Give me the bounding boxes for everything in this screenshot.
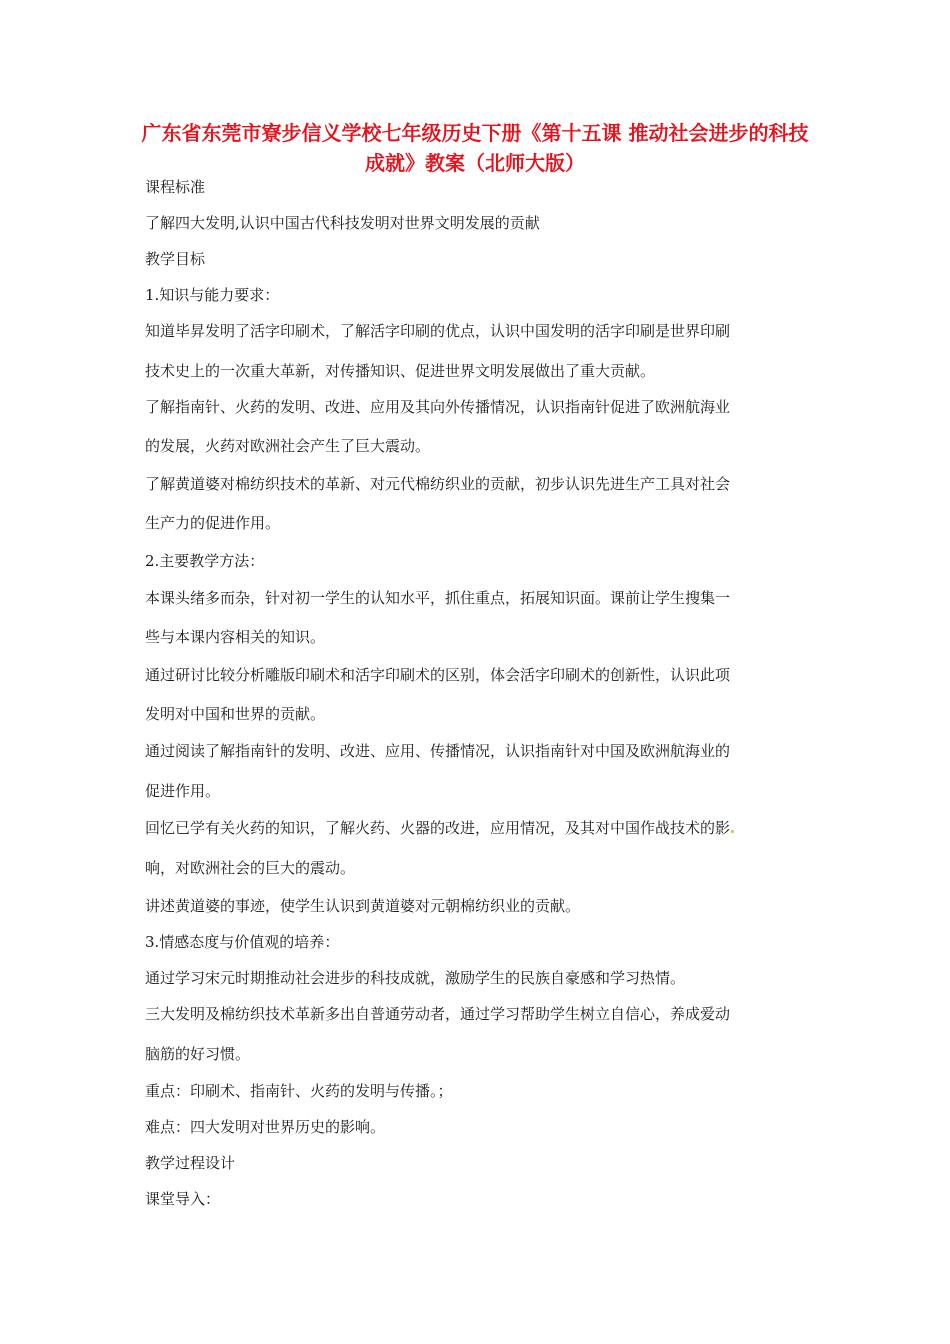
text-line: 三大发明及棉纺织技术革新多出自普通劳动者，通过学习帮助学生树立自信心，养成爱动 <box>145 1005 731 1023</box>
text-line: 课堂导入： <box>145 1190 221 1208</box>
document-title: 广东省东莞市寮步信义学校七年级历史下册《第十五课 推动社会进步的科技成就》教案（北师大版） <box>141 121 809 175</box>
highlight-mark <box>731 830 734 833</box>
text-line: 教学目标 <box>145 250 206 268</box>
text-line: 教学过程设计 <box>145 1154 236 1172</box>
text-line: 难点：四大发明对世界历史的影响。 <box>145 1118 386 1136</box>
text-line: 了解四大发明,认识中国古代科技发明对世界文明发展的贡献 <box>145 214 540 232</box>
text-line: 了解黄道婆对棉纺织技术的革新、对元代棉纺织业的贡献，初步认识先进生产工具对社会 <box>145 475 731 493</box>
text-line: 2.主要教学方法： <box>145 552 265 570</box>
text-line: 通过阅读了解指南针的发明、改进、应用、传播情况，认识指南针对中国及欧洲航海业的 <box>145 742 731 760</box>
text-line: 通过学习宋元时期推动社会进步的科技成就，激励学生的民族自豪感和学习热情。 <box>145 969 686 987</box>
text-line: 知道毕昇发明了活字印刷术，了解活字印刷的优点，认识中国发明的活字印刷是世界印刷 <box>145 322 731 340</box>
text-line: 重点：印刷术、指南针、火药的发明与传播。； <box>145 1082 453 1100</box>
text-line: 讲述黄道婆的事迹，使学生认识到黄道婆对元朝棉纺织业的贡献。 <box>145 897 581 915</box>
text-line: 通过研讨比较分析雕版印刷术和活字印刷术的区别，体会活字印刷术的创新性，认识此项 <box>145 666 731 684</box>
text-line: 本课头绪多而杂，针对初一学生的认知水平，抓住重点，拓展知识面。课前让学生搜集一 <box>145 589 731 607</box>
text-line <box>145 818 734 838</box>
text-line: 响，对欧洲社会的巨大的震动。 <box>145 859 356 877</box>
text-line: 了解指南针、火药的发明、改进、应用及其向外传播情况，认识指南针促进了欧洲航海业 <box>145 398 731 416</box>
text-line: 发明对中国和世界的贡献。 <box>145 705 326 723</box>
text-line: 脑筋的好习惯。 <box>145 1045 251 1063</box>
text-line-content: 回忆已学有关火药的知识，了解火药、火器的改进，应用情况，及其对中国作战技术的影 <box>145 819 731 837</box>
text-line: 些与本课内容相关的知识。 <box>145 628 326 646</box>
text-line: 技术史上的一次重大革新，对传播知识、促进世界文明发展做出了重大贡献。 <box>145 362 656 380</box>
text-line: 课程标准 <box>145 178 206 196</box>
text-line: 的发展，火药对欧洲社会产生了巨大震动。 <box>145 437 431 455</box>
text-line: 3.情感态度与价值观的培养： <box>145 933 340 951</box>
text-line: 促进作用。 <box>145 782 221 800</box>
text-line: 1.知识与能力要求： <box>145 286 280 304</box>
text-line: 生产力的促进作用。 <box>145 514 281 532</box>
